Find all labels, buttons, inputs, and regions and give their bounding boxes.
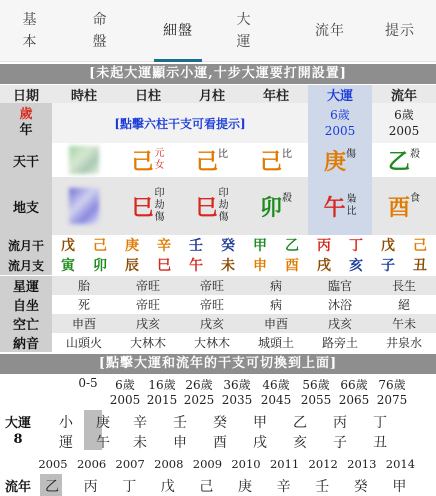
- settings-banner: [未起大運顯示小運,十步大運要打開設置]: [0, 64, 436, 84]
- liuyue-zhi-11: 丑: [413, 258, 427, 274]
- dayun-zhi-6[interactable]: 亥: [293, 435, 307, 451]
- kongwang-year: 申酉: [263, 317, 288, 331]
- day-gan-sub1: 元: [154, 148, 165, 159]
- age-label-top: 歲: [19, 107, 33, 122]
- dayun-zhi-5[interactable]: 戌: [253, 435, 267, 451]
- blurred-hour-zhi: [69, 188, 99, 224]
- liuyue-zhi-3: 巳: [157, 258, 171, 274]
- nayin-year: 城頭土: [257, 336, 294, 350]
- dayun-year-1: 2005: [109, 393, 141, 407]
- dayun-gan-row: [0, 412, 436, 432]
- zizuo-month: 帝旺: [199, 298, 224, 312]
- liunian-year-7: 2012: [308, 457, 338, 471]
- day-gan-sub2: 女: [154, 160, 165, 171]
- day-zhi: 巳: [131, 194, 154, 221]
- zizuo-hour: 死: [77, 298, 90, 312]
- tab-basic-top: 基: [22, 12, 38, 28]
- year-zhi-sub: 殺: [282, 193, 292, 204]
- kongwang-label: 空亡: [0, 314, 52, 333]
- dayun-ages-row: [0, 376, 436, 394]
- month-zhi-s1: 印: [218, 188, 229, 199]
- dayun-age-5: 46歲: [262, 378, 290, 392]
- dayun-year-3: 2025: [183, 393, 215, 407]
- month-zhi-s2: 劫: [218, 200, 229, 211]
- liuyue-gan-6: 甲: [253, 238, 267, 254]
- liuyue-zhi-10: 子: [381, 258, 395, 274]
- liuyue-gan-4: 壬: [189, 238, 203, 254]
- liunian-gan-2[interactable]: 丁: [122, 479, 137, 495]
- month-zhi-sub: [219, 188, 229, 224]
- dayun-zhi-0[interactable]: 運: [59, 435, 73, 451]
- header-row: [0, 85, 436, 103]
- liuyue-zhi-row: [0, 255, 436, 275]
- tab-basic[interactable]: [0, 0, 60, 62]
- zizuo-row: [0, 295, 436, 314]
- year-zhi-cell[interactable]: [244, 177, 308, 235]
- month-zhi: 巳: [195, 194, 218, 221]
- nayin-liunian: 井泉水: [385, 336, 422, 350]
- kongwang-month: 戌亥: [199, 317, 224, 331]
- month-gan-sub: 比: [218, 149, 228, 160]
- liunian-zhi: 酉: [387, 194, 410, 221]
- liunian-year-8: 2013: [347, 457, 377, 471]
- dizhi-label: 地支: [0, 177, 52, 235]
- tab-hints[interactable]: [370, 0, 430, 62]
- dayun-year-4: 2035: [221, 393, 253, 407]
- liunian-gan-8[interactable]: 癸: [353, 479, 368, 495]
- switch-banner: [點擊大運和流年的干支可切換到上面]: [0, 354, 436, 374]
- zizuo-year: 病: [269, 298, 282, 312]
- dayun-gan: 庚: [323, 148, 346, 175]
- liuyue-gan-0: 戊: [61, 238, 75, 254]
- liunian-gan-1[interactable]: 丙: [83, 479, 98, 495]
- tiangan-row: [0, 143, 436, 177]
- day-zhi-s1: 印: [154, 188, 165, 199]
- zizuo-dayun: 沐浴: [327, 298, 352, 312]
- liuyue-gan-7: 乙: [285, 238, 299, 254]
- liunian-gan: 乙: [387, 148, 410, 175]
- liunian-gan-9[interactable]: 甲: [392, 479, 407, 495]
- day-zhi-s3: 傷: [154, 212, 165, 223]
- liunian-year-2: 2007: [115, 457, 145, 471]
- liuyue-gan-10: 戊: [381, 238, 395, 254]
- dayun-gan-0[interactable]: 小: [59, 415, 73, 431]
- liunian-zhi-sub: 食: [410, 193, 420, 204]
- dayun-zhi-row: [0, 432, 436, 452]
- dayun-zhi-sub: [347, 194, 357, 218]
- dayun-age-0: 0-5: [78, 376, 98, 390]
- liuyue-zhi-6: 申: [253, 258, 267, 274]
- dayun-year-6: 2055: [300, 393, 332, 407]
- dayun-gan-cell[interactable]: [308, 143, 372, 177]
- tab-detail[interactable]: [136, 0, 220, 62]
- dayun-age-6: 56歲: [302, 378, 330, 392]
- liunian-gan-7[interactable]: 壬: [315, 479, 330, 495]
- xingyun-month: 帝旺: [199, 279, 224, 293]
- day-gan-cell[interactable]: [116, 143, 180, 177]
- xingyun-row: [0, 276, 436, 295]
- xingyun-label: 星運: [0, 276, 52, 295]
- liunian-row-label: 流年: [4, 480, 31, 495]
- dayun-zhi-s2: 比: [346, 206, 357, 217]
- month-gan-cell[interactable]: [180, 143, 244, 177]
- liunian-gan-row: [0, 476, 436, 496]
- liuyue-zhi-5: 未: [221, 258, 235, 274]
- year-zhi: 卯: [259, 194, 282, 221]
- liuyue-zhi-7: 酉: [285, 258, 299, 274]
- liunian-gan-3[interactable]: 戊: [160, 479, 175, 495]
- dayun-zhi: 午: [323, 194, 346, 221]
- liuyue-gan-row: [0, 235, 436, 255]
- tab-dayun-top: 大: [236, 12, 252, 28]
- xingyun-year: 病: [269, 279, 282, 293]
- liuyue-zhi-8: 戌: [317, 258, 331, 274]
- xingyun-liunian: 長生: [391, 279, 416, 293]
- nayin-row: [0, 333, 436, 352]
- tab-chart-top: 命: [92, 12, 108, 28]
- liuyue-zhi-2: 辰: [125, 258, 139, 274]
- tab-chart-bottom: 盤: [92, 34, 108, 50]
- liunian-gan-0[interactable]: 乙: [45, 479, 59, 495]
- liunian-year-1: 2006: [76, 457, 107, 471]
- liunian-age-cell: [372, 103, 436, 143]
- nayin-month: 大林木: [193, 336, 230, 350]
- nayin-dayun: 路旁土: [321, 336, 358, 350]
- hour-zhi-cell[interactable]: [52, 177, 116, 235]
- month-gan: 己: [195, 148, 218, 175]
- liuyue-gan-1: 己: [93, 238, 107, 254]
- dayun-gan-8[interactable]: 丁: [373, 415, 387, 431]
- dayun-zhi-3[interactable]: 申: [173, 435, 187, 451]
- dayun-zhi-s1: 梟: [346, 194, 357, 205]
- tab-liunian-label: 流年: [315, 23, 345, 39]
- xingyun-dayun: 臨官: [327, 279, 352, 293]
- zizuo-liunian: 絕: [397, 298, 410, 312]
- dayun-year-8: 2075: [376, 393, 408, 407]
- liunian-gan-6[interactable]: 辛: [276, 479, 291, 495]
- dayun-zhi-7[interactable]: 子: [333, 435, 347, 451]
- xingyun-hour: 胎: [77, 279, 90, 293]
- liuyue-gan-5: 癸: [221, 238, 235, 254]
- dayun-year-5: 2045: [260, 393, 292, 407]
- age-label-bottom: 年: [19, 123, 33, 138]
- dayun-year-2: 2015: [146, 393, 178, 407]
- month-zhi-cell[interactable]: [180, 177, 244, 235]
- zizuo-day: 帝旺: [135, 298, 160, 312]
- liuyue-gan-2: 庚: [125, 238, 139, 254]
- dayun-gan-7[interactable]: 丙: [333, 415, 347, 431]
- kongwang-day: 戌亥: [135, 317, 160, 331]
- liunian-gan-4[interactable]: 己: [199, 479, 214, 495]
- dayun-zhi-1[interactable]: 午: [96, 435, 110, 451]
- dayun-gan-6[interactable]: 乙: [293, 415, 307, 431]
- dayun-age-3: 26歲: [185, 378, 213, 392]
- active-tab-indicator: [154, 59, 202, 62]
- liuyue-gan-label: 流月干: [0, 235, 52, 255]
- zizuo-label: 自坐: [0, 295, 52, 314]
- age-label: [0, 103, 52, 143]
- dayun-age-1: 6歲: [115, 378, 135, 392]
- hint-text: [點擊六柱干支可看提示]: [114, 116, 246, 131]
- liuyue-zhi-9: 亥: [349, 258, 363, 274]
- dayun-gan-2[interactable]: 辛: [133, 415, 147, 431]
- dayun-year: 2005: [324, 124, 356, 138]
- liunian-zhi-cell[interactable]: [372, 177, 436, 235]
- kongwang-hour: 申酉: [71, 317, 96, 331]
- dayun-age-8: 76歲: [378, 378, 406, 392]
- hour-gan-cell[interactable]: [52, 143, 116, 177]
- dayun-row-label: 大運: [4, 416, 31, 431]
- liuyue-zhi-4: 午: [189, 258, 203, 274]
- tab-dayun-bottom: 運: [236, 34, 252, 50]
- header-hour: 時柱: [70, 88, 97, 104]
- liunian-year-6: 2011: [269, 457, 300, 471]
- dayun-gan-5[interactable]: 甲: [253, 415, 267, 431]
- liunian-gan-5[interactable]: 庚: [238, 479, 252, 495]
- liuyue-zhi-label: 流月支: [0, 255, 52, 275]
- liuyue-gan-11: 己: [413, 238, 427, 254]
- tab-dayun[interactable]: [222, 0, 266, 62]
- day-zhi-sub: [155, 188, 165, 224]
- dayun-year-7: 2065: [338, 393, 370, 407]
- dayun-gan-4[interactable]: 癸: [213, 415, 227, 431]
- tab-chart[interactable]: [64, 0, 136, 62]
- dizhi-row: [0, 177, 436, 235]
- dayun-age-4: 36歲: [223, 378, 251, 392]
- day-gan-sub: [155, 148, 165, 172]
- liunian-years-row: [0, 457, 436, 475]
- liunian-gan-cell[interactable]: [372, 143, 436, 177]
- liunian-year-4: 2009: [192, 457, 223, 471]
- dayun-age: 6歲: [330, 108, 350, 122]
- dayun-zhi-4[interactable]: 酉: [213, 435, 227, 451]
- year-gan-sub: 比: [282, 149, 292, 160]
- day-gan: 己: [131, 148, 154, 175]
- liunian-year: 2005: [388, 124, 420, 138]
- kongwang-dayun: 戌亥: [327, 317, 352, 331]
- liunian-year-9: 2014: [385, 457, 416, 471]
- liuyue-gan-3: 辛: [157, 238, 171, 254]
- year-gan-cell[interactable]: [244, 143, 308, 177]
- xingyun-day: 帝旺: [135, 279, 160, 293]
- year-gan: 己: [259, 148, 282, 175]
- liuyue-zhi-0: 寅: [61, 258, 75, 274]
- kongwang-liunian: 午未: [391, 317, 416, 331]
- liunian-year-0: 2005: [38, 457, 68, 471]
- nayin-day: 大林木: [129, 336, 166, 350]
- age-row: [0, 103, 436, 143]
- tab-basic-bottom: 本: [22, 34, 38, 50]
- header-date: 日期: [12, 88, 39, 104]
- dayun-age-cell: [308, 103, 372, 143]
- liunian-age: 6歲: [394, 108, 414, 122]
- liuyue-zhi-1: 卯: [93, 258, 107, 274]
- dayun-gan-3[interactable]: 壬: [173, 415, 187, 431]
- tab-detail-label: 細盤: [163, 23, 193, 39]
- tiangan-label: 天干: [0, 143, 52, 177]
- nayin-label: 納音: [0, 333, 52, 352]
- top-tabs: [0, 0, 436, 62]
- dayun-row-num: 8: [13, 432, 23, 447]
- header-dayun: 大運: [308, 85, 372, 103]
- liunian-gan-sub: 殺: [410, 149, 420, 160]
- month-zhi-s3: 傷: [218, 212, 229, 223]
- header-liunian: 流年: [390, 88, 417, 104]
- day-zhi-cell[interactable]: [116, 177, 180, 235]
- dayun-gan-1[interactable]: 庚: [96, 415, 110, 431]
- tab-hints-label: 提示: [385, 23, 415, 39]
- nayin-hour: 山頭火: [65, 336, 102, 350]
- dayun-zhi-8[interactable]: 丑: [373, 435, 387, 451]
- dayun-age-2: 16歲: [148, 378, 176, 392]
- tab-liunian[interactable]: [300, 0, 360, 62]
- liunian-year-3: 2008: [154, 457, 184, 471]
- dayun-gan-sub: 傷: [346, 149, 356, 160]
- liuyue-gan-9: 丁: [349, 238, 363, 254]
- kongwang-row: [0, 314, 436, 333]
- dayun-age-7: 66歲: [340, 378, 368, 392]
- dayun-years-row: [0, 393, 436, 411]
- dayun-zhi-cell[interactable]: [308, 177, 372, 235]
- header-month: 月柱: [198, 88, 225, 104]
- blurred-hour-gan: [69, 146, 99, 174]
- header-year: 年柱: [262, 88, 289, 104]
- liuyue-gan-8: 丙: [317, 238, 331, 254]
- liunian-year-5: 2010: [231, 457, 261, 471]
- header-day: 日柱: [134, 88, 161, 104]
- dayun-zhi-2[interactable]: 未: [133, 435, 147, 451]
- day-zhi-s2: 劫: [154, 200, 165, 211]
